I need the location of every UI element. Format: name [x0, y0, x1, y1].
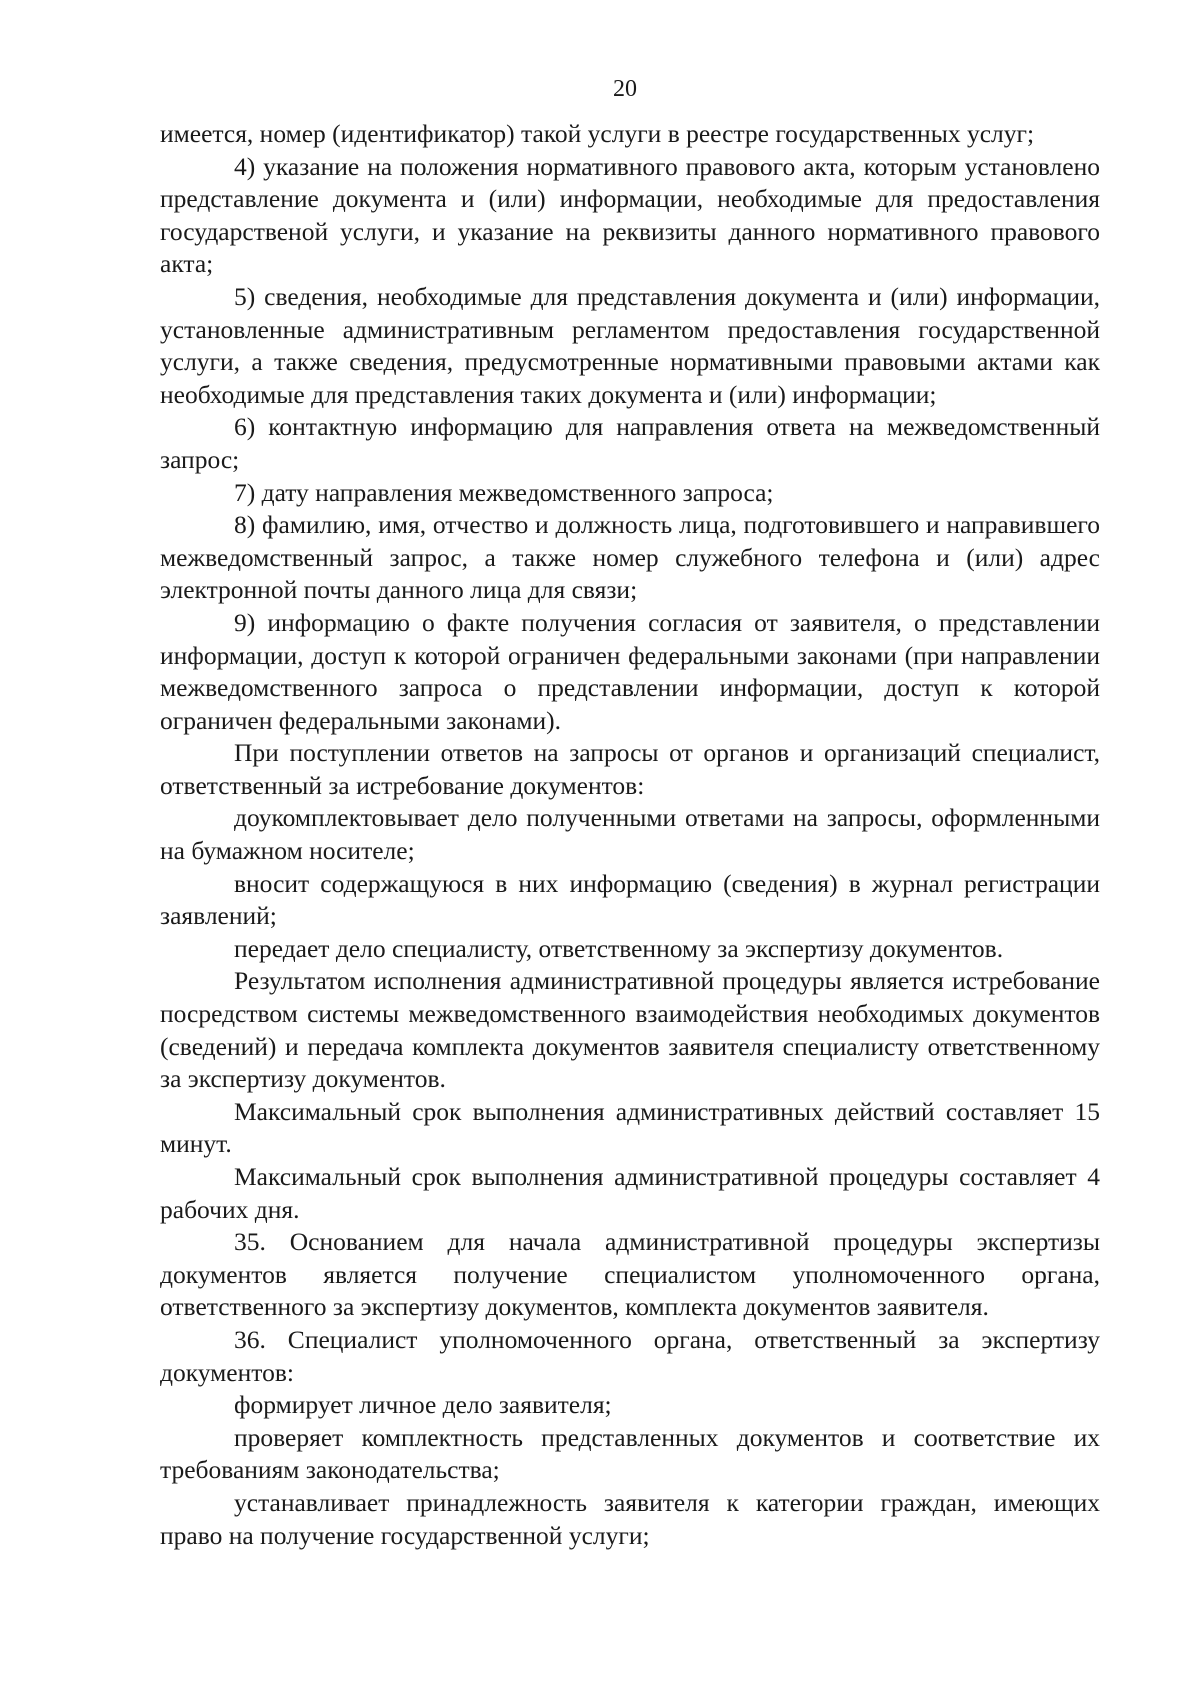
paragraph-item-9: 9) информацию о факте получения согласия от заявителя, о представлении информации, доступ к которой ограничен федеральными законами (при направлении межведомственного запроса о представлении информации, доступ к которой ограничен федеральными законами).	[160, 607, 1100, 735]
paragraph-checks-completeness: проверяет комплектность представленных документов и соответствие их требованиям законодательства;	[160, 1422, 1100, 1485]
paragraph-completes-case: доукомплектовывает дело полученными ответами на запросы, оформленными на бумажном носителе;	[160, 803, 1100, 866]
paragraph-transfers-case: передает дело специалисту, ответственному за экспертизу документов.	[234, 933, 1004, 963]
paragraph-enters-info: вносит содержащуюся в них информацию (сведения) в журнал регистрации заявлений;	[160, 868, 1100, 931]
paragraph-establishes-eligibility: устанавливает принадлежность заявителя к категории граждан, имеющих право на получение государственной услуги;	[160, 1487, 1100, 1550]
paragraph-35: 35. Основанием для начала административной процедуры экспертизы документов является получение специалистом уполномоченного органа, ответственного за экспертизу документов, комплекта документов заявителя.	[160, 1227, 1100, 1322]
paragraph-item-8: 8) фамилию, имя, отчество и должность лица, подготовившего и направившего межведомственный запрос, а также номер служебного телефона и (или) адрес электронной почты данного лица для связи;	[160, 510, 1100, 605]
paragraph-item-7: 7) дату направления межведомственного запроса;	[234, 477, 774, 507]
document-body	[160, 118, 1100, 1552]
paragraph-item-6: 6) контактную информацию для направления ответа на межведомственный запрос;	[160, 412, 1100, 474]
paragraph-forms-file: формирует личное дело заявителя;	[234, 1390, 612, 1420]
paragraph-item-5: 5) сведения, необходимые для представления документа и (или) информации, установленные административным регламентом предоставления государственной услуги, а также сведения, предусмотренные нормативными правовыми актами как необходимые для представления таких документа и (или) информации;	[160, 281, 1100, 409]
paragraph-max-procedure-time: Максимальный срок выполнения административной процедуры составляет 4 рабочих дня.	[160, 1162, 1100, 1224]
paragraph-max-actions-time: Максимальный срок выполнения административных действий составляет 15 минут.	[160, 1096, 1100, 1159]
paragraph-36: 36. Специалист уполномоченного органа, ответственный за экспертизу документов:	[160, 1324, 1100, 1387]
paragraph-procedure-result: Результатом исполнения административной процедуры является истребование посредством системы межведомственного взаимодействия необходимых документов (сведений) и передача комплекта документов заявителя специалисту ответственному за экспертизу документов.	[160, 966, 1100, 1094]
paragraph-1-continuation: имеется, номер (идентификатор) такой услуги в реестре государственных услуг;	[160, 119, 1035, 148]
paragraph-item-4: 4) указание на положения нормативного правового акта, которым установлено представление документа и (или) информации, необходимые для предоставления государственой услуги, и указание на реквизиты данного нормативного правового акта;	[160, 151, 1100, 279]
page-number: 20	[613, 76, 637, 102]
paragraph-responses-intro: При поступлении ответов на запросы от органов и организаций специалист, ответственный за истребование документов:	[160, 738, 1100, 800]
